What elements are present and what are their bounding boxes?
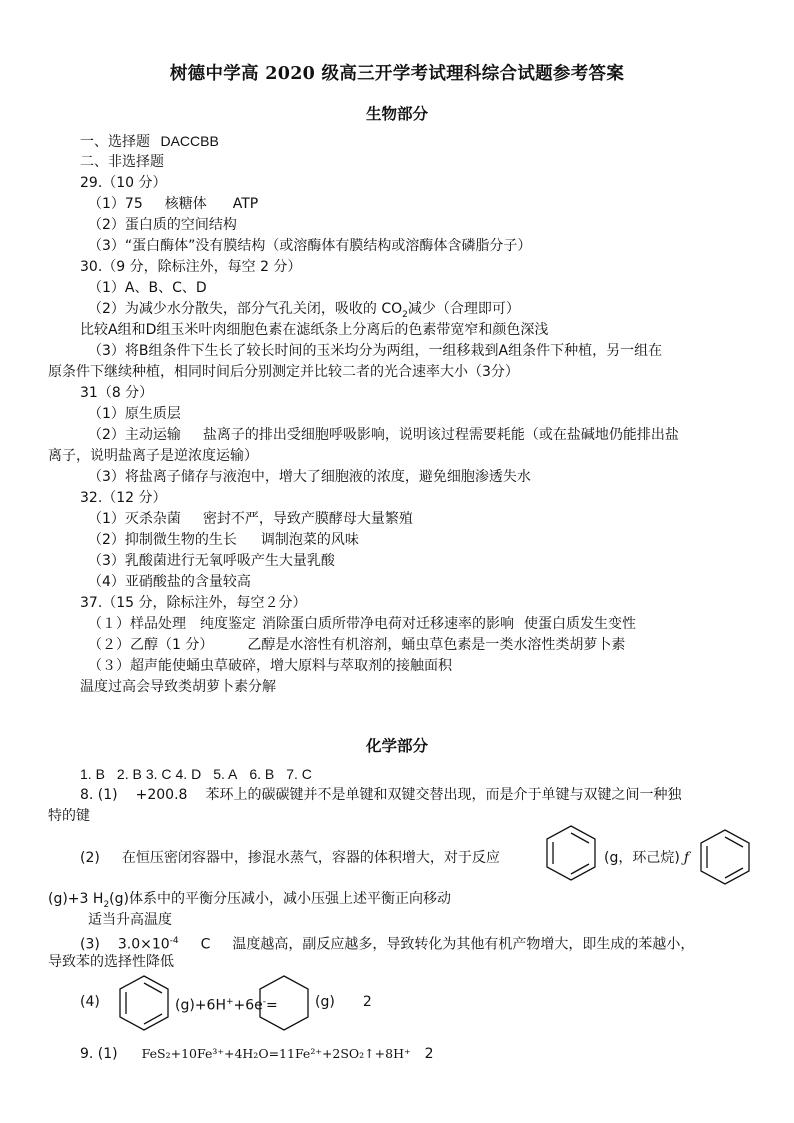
q32-line3: （3）乳酸菌进行无氧呼吸产生大量乳酸 [88, 553, 335, 569]
q8-p2a: (2) [80, 850, 100, 866]
q8-p2b: 在恒压密闭容器中，掺混水蒸气，容器的体积增大，对于反应 [121, 850, 500, 866]
chemistry-heading: 化学部分 [365, 736, 428, 755]
mc-2: 2. B [116, 766, 142, 782]
q32-l2b: 调制泡菜的风味 [260, 532, 359, 548]
q8-p3b: 3.0×10 [117, 936, 170, 953]
q8-p4d: = [266, 997, 278, 1014]
q37-l1d: 使蛋白质发生变性 [524, 616, 636, 632]
q8-line2: 特的键 [48, 808, 90, 824]
q9-formula: FeS₂+10Fe³⁺+4H₂O=11Fe²⁺+2SO₂↑+8H⁺ [141, 1046, 411, 1061]
q31-line2 [88, 425, 679, 445]
q8-p4sup2: - [262, 997, 267, 1007]
q37-l1b: 纯度鉴定 [200, 616, 256, 632]
mc-5: 5. A [213, 766, 238, 782]
nonchoice-label: 二、非选择题 [80, 154, 164, 170]
benzene-structure-2 [697, 826, 753, 892]
q32-l1b: 密封不严，导致产膜酵母大量繁殖 [202, 511, 413, 527]
q29-line1 [88, 194, 258, 214]
q32-head: 32.（12 分） [80, 490, 167, 506]
q31-line1: （1）原生质层 [88, 406, 181, 422]
q30-line5: 原条件下继续种植，相同时间后分别测定并比较二者的光合速率大小（3分） [48, 364, 519, 380]
q31-head: 31（8 分） [80, 385, 154, 401]
q9-line1 [80, 1044, 434, 1064]
q8-p4e: (g) [315, 994, 335, 1010]
q8-l1c: 苯环上的碳碳键并不是单键和双键交替出现，而是介于单键与双键之间一种独 [205, 787, 682, 803]
q8-p3sup: -4 [169, 936, 179, 946]
equilibrium-arrow: ƒ [683, 850, 689, 866]
q37-line2 [88, 635, 625, 655]
q29-line3: （3）“蛋白酶体”没有膜结构（或溶酶体有膜结构或溶酶体含磷脂分子） [88, 238, 532, 254]
q8-line5: 适当升高温度 [88, 912, 172, 928]
q8-p3a: (3) [80, 936, 100, 953]
q29-head: 29.（10 分） [80, 175, 167, 191]
mc-7: 7. C [286, 766, 312, 782]
q8-p3d: 温度越高，副反应越多，导致转化为其他有机产物增大，即生成的苯越小， [232, 936, 695, 953]
q8-p4f: 2 [362, 994, 372, 1010]
q31-l2b: 盐离子的排出受细胞呼吸影响，说明该过程需要耗能（或在盐碱地仍能排出盐 [202, 427, 679, 443]
q8-line1 [80, 785, 681, 805]
q8-l1b: +200.8 [135, 787, 188, 803]
mc-3: 3. C [145, 766, 172, 782]
q8-p4sup1: + [225, 997, 234, 1007]
q32-line1 [88, 509, 413, 529]
q8-p4-label: (4) [80, 994, 100, 1010]
q32-line4: （4）亚硝酸盐的含量较高 [88, 574, 251, 590]
q30-l2a: （2）为减少水分散失，部分气孔关闭，吸收的 CO [88, 301, 403, 317]
q8-p4b: (g)+6H [175, 997, 226, 1014]
q9-tail: 2 [424, 1046, 434, 1062]
q8-l4a: (g)+3 H [48, 891, 104, 907]
choice-label: 一、选择题 [80, 134, 150, 150]
choice-answers-line [80, 131, 219, 152]
q37-head: 37.（15 分，除标注外，每空２分） [80, 595, 307, 611]
q37-line4: 温度过高会导致类胡萝卜素分解 [80, 679, 276, 695]
q37-l1a: （１）样品处理 [88, 616, 186, 632]
benzene-structure-1 [543, 822, 599, 888]
q30-l2b: 减少（合理即可） [407, 301, 520, 317]
q8-line3 [80, 848, 500, 868]
q8-line3-tail [604, 848, 689, 868]
q30-line3: 比较A组和D组玉米叶肉细胞色素在滤纸条上分离后的色素带宽窄和颜色深浅 [80, 322, 549, 338]
q32-l2a: （2）抑制微生物的生长 [88, 532, 237, 548]
q8-p3c: C [200, 936, 211, 953]
q31-l2a: （2）主动运输 [88, 427, 181, 443]
q8-l4b: (g)体系中的平衡分压减小，减小压强上述平衡正向移动 [109, 891, 451, 907]
mc-6: 6. B [249, 766, 275, 782]
q32-line2 [88, 530, 359, 550]
mc-1: 1. B [80, 766, 105, 782]
q8-p4c: +6e [233, 997, 263, 1014]
q29-l1a: （1）75 [88, 196, 143, 212]
q29-line2: （2）蛋白质的空间结构 [88, 217, 237, 233]
q8-l1a: 8. (1) [80, 787, 118, 803]
q8-line7: 导致苯的选择性降低 [48, 954, 174, 970]
q8-p2c: (g，环己烷) [604, 850, 680, 866]
benzene-structure-3 [116, 972, 172, 1038]
q37-l2a: （２）乙醇（1 分） [88, 637, 214, 653]
q8-p4-tail [315, 992, 372, 1012]
q30-line4: （3）将B组条件下生长了较长时间的玉米均分为两组，一组移栽到A组条件下种植，另一组在 [88, 343, 663, 359]
q30-l2sub: 2 [402, 309, 408, 320]
biology-heading: 生物部分 [365, 104, 428, 123]
q30-line1: （1）A、B、C、D [88, 280, 207, 296]
mc-answers [80, 764, 312, 784]
q37-line3: （３）超声能使蛹虫草破碎，增大原料与萃取剂的接触面积 [88, 658, 452, 674]
q32-l1a: （1）灭杀杂菌 [88, 511, 181, 527]
q8-l4sub: 2 [103, 899, 110, 910]
q31-line4: （3）将盐离子储存与液泡中，增大了细胞液的浓度，避免细胞渗透失水 [88, 469, 531, 485]
document-title: 树德中学高 2020 级高三开学考试理科综合试题参考答案 [169, 64, 625, 84]
mc-4: 4. D [175, 766, 202, 782]
q9-label: 9. (1) [80, 1046, 118, 1062]
q37-l1c: 消除蛋白质所带净电荷对迁移速率的影响 [262, 616, 514, 632]
q37-line1 [88, 614, 636, 634]
cyclohexane-structure [256, 972, 312, 1038]
q29-l1c: ATP [232, 196, 259, 212]
q30-head: 30.（9 分，除标注外，每空 2 分） [80, 259, 302, 275]
q29-l1b: 核糖体 [164, 196, 207, 212]
choice-answers: DACCBB [160, 133, 219, 149]
q31-line3: 离子，说明盐离子是逆浓度运输） [48, 448, 258, 464]
q37-l2b: 乙醇是水溶性有机溶剂，蛹虫草色素是一类水溶性类胡萝卜素 [247, 637, 626, 653]
